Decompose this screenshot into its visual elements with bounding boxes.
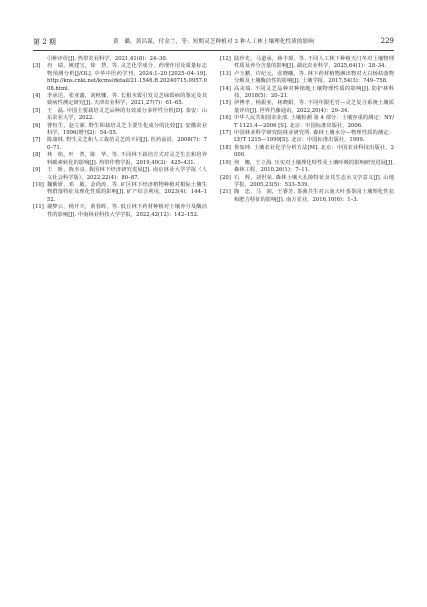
reference-text: 王 磊. 中国主要栽培灵芝品种的有效成分多样性分析[D]. 泰安：山东农业大学，2022. bbox=[47, 107, 207, 122]
reference-number: [13] bbox=[220, 70, 231, 77]
reference-number: [15] bbox=[220, 100, 231, 107]
reference-text: 魏紫妍，邓 敏，金尚涛，等. 矿区林下经济植物种植对根际土壤生物群落特征及理化性质的影响[J]. 矿产综合利用，2023(4)：144–152. bbox=[47, 181, 207, 203]
reference-item bbox=[220, 86, 394, 101]
reference-item bbox=[33, 63, 207, 93]
reference-item bbox=[220, 71, 394, 86]
reference-number: [5] bbox=[33, 107, 41, 114]
reference-text: 卢玉鹏，许纪元，张晓曦，等. 林下药材植物淋出物对大白杨枯落物分解及土壤酶活性的影响[J]. 土壤学报，2017,54(3)：749–758. bbox=[234, 70, 394, 85]
reference-item bbox=[33, 182, 207, 204]
issue-label: 第 2 期 bbox=[33, 38, 56, 46]
reference-text: 王 昕，陈幸良. 我国林下经济研究进展[J]. 南京林业大学学报（人文社会科学版），2022,22(4)：80–87. bbox=[47, 167, 207, 181]
reference-text: 石 辉，刘世荣. 森林土壤大孔隙特征及其生态水文学意义[J]. 山地学报，2005,23(5)：533–539. bbox=[234, 174, 394, 188]
reference-item bbox=[220, 175, 394, 190]
reference-number: [12] bbox=[220, 56, 231, 62]
reference-item bbox=[33, 204, 207, 219]
references-right-column bbox=[220, 56, 394, 204]
header-rule bbox=[33, 50, 394, 51]
reference-item bbox=[220, 130, 394, 145]
reference-text: 中华人民共和国农业部. 土壤检测 第 4 部分：土壤容重的测定：NY/T 1121.4—2006 [S]. 北京：中国标准出版社，2006. bbox=[234, 115, 394, 129]
reference-number: [20] bbox=[220, 174, 231, 181]
reference-text: 陈康林. 野生灵芝和人工栽培灵芝的不同[J]. 医药前沿，2008(7)：70–71. bbox=[47, 137, 207, 151]
reference-item bbox=[33, 108, 207, 123]
reference-text: 冉 瑞，姚建宝，徐 慧，等. 灵芝化学成分、药理作用及质量标志物预测分析[J/OL]. 中华中医药学刊，2024:1–20 [2025–04–19]. http://kns.cnki.net/kcms/detail/21.1546.R.20240715.0957.008.html. bbox=[47, 63, 207, 92]
reference-item bbox=[33, 137, 207, 152]
reference-number: [6] bbox=[33, 122, 41, 129]
reference-text: 何 娜，王立海. 压实对土壤理化特性及土壤呼吸的影响研究进展[J]. 森林工程，2010,26(1)：7–11. bbox=[234, 159, 394, 174]
reference-item bbox=[220, 160, 394, 175]
reference-text: 谢梦云，杨开天，黄春晖，等. 低丘林下药材种植对土壤养分及酶活性的影响[J]. 中南林业科技大学学报，2022,42(12)：142–152. bbox=[47, 204, 207, 218]
reference-number: [11] bbox=[33, 204, 44, 211]
reference-number: [17] bbox=[220, 130, 231, 137]
references-left-column bbox=[33, 56, 207, 219]
reference-item bbox=[33, 123, 207, 138]
reference-number: [18] bbox=[220, 144, 231, 151]
reference-item bbox=[220, 115, 394, 130]
reference-item bbox=[220, 56, 394, 71]
reference-item bbox=[33, 93, 207, 108]
page-number: 229 bbox=[380, 37, 394, 45]
reference-text: 曹恒生，赵立新. 野生和栽培灵芝主要生化成分的比较[J]. 安徽农业科学，1996(增刊2)：54–55. bbox=[47, 122, 207, 137]
reference-number: [14] bbox=[220, 85, 231, 92]
reference-number: [21] bbox=[220, 189, 231, 196]
reference-text: 中国林业科学研究院林业研究所. 森林土壤水分—物理性质的测定：LY/T 1215—1999[S]. 北京：中国标准出版社，1999. bbox=[234, 130, 394, 144]
reference-number: [19] bbox=[220, 159, 231, 166]
reference-number: [16] bbox=[220, 115, 231, 122]
reference-number: [9] bbox=[33, 167, 41, 174]
reference-item bbox=[220, 100, 394, 115]
reference-text: 鲁如坤. 土壤农业化学分析方法[M]. 北京：中国农业科技出版社，2000. bbox=[234, 144, 394, 159]
running-header bbox=[33, 37, 394, 49]
reference-text: 陆珍先，马道承，蒋丰璟，等. 不同人工林下种植天门冬对土壤物理性质及养分含量的影响[J]. 湖北农业科学，2025,64(1)：28–34. bbox=[234, 56, 394, 70]
reference-item bbox=[220, 145, 394, 160]
reference-text: 林 焰，叶 菁，陈 华，等. 不同林下栽培方式对灵芝生长和培养料碳素转化的影响[J]. 热带作物学报，2019,40(3)：425–431. bbox=[47, 152, 207, 166]
reference-number: [7] bbox=[33, 137, 41, 144]
reference-item bbox=[220, 189, 394, 204]
reference-text: 李承达，张亚鑫，刘秋娜，等. 长根木霉引发灵芝绿霉病的鉴定及其致病性测定研究[J]. 天津农业科学，2021,27(7)：61–65. bbox=[47, 93, 207, 107]
reference-item bbox=[33, 167, 207, 182]
running-title: 黄 璐，黄昌谋，付金兰，等：短期灵芝种植对 3 种人工林土壤理化性质的影响 bbox=[112, 39, 314, 45]
reference-item bbox=[33, 152, 207, 167]
reference-text: 伊博孝，杨振亚，林晓娟，等. 不同年限毛竹—灵芝复合系统土壤质量评价[J]. 世界竹藤通讯，2022,20(4)：29–34. bbox=[234, 100, 394, 114]
reference-text: 陶 忠，马 润，王睿芳. 茶菌共生对云南大叶茶茶园土壤理化性状和肥力特征的影响[J]. 南方农业，2016,10(6)：1–3. bbox=[234, 189, 394, 203]
reference-text: 引种评价[J]. 热带农业科学，2021,41(8)：24–30. bbox=[47, 56, 168, 62]
reference-number: [4] bbox=[33, 93, 41, 100]
reference-number: [8] bbox=[33, 152, 41, 159]
reference-number: [3] bbox=[33, 63, 41, 70]
reference-text: 高美瑞. 不同灵芝品种对种植地土壤物理性质的影响[J]. 防护林科技，2018(5)：20–21. bbox=[234, 85, 394, 100]
reference-number: [10] bbox=[33, 181, 44, 188]
